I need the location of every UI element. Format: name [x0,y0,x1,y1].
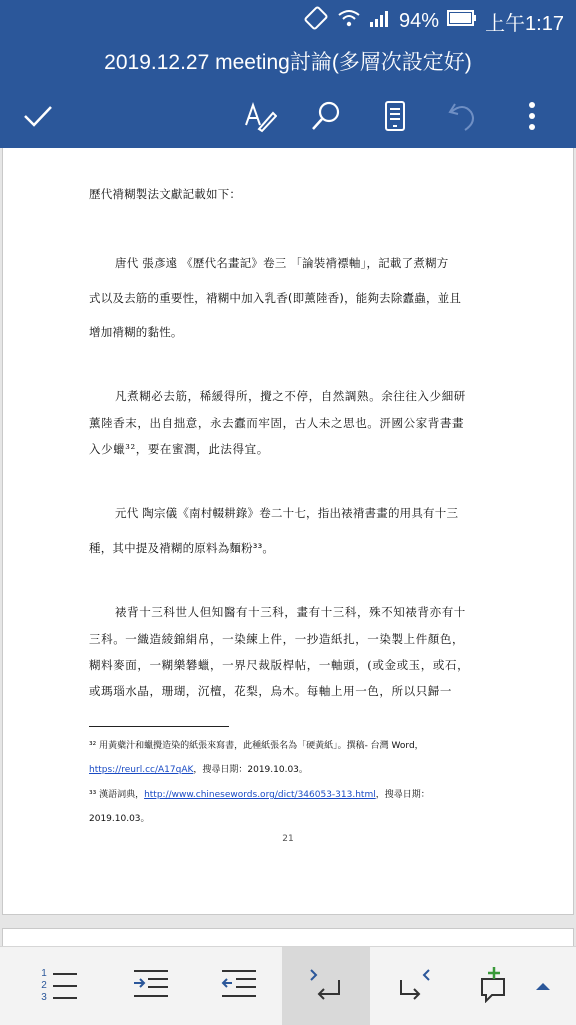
para2-line2: 種，其中提及褙糊的原料為麵粉³³。 [89,541,275,555]
more-icon [528,101,536,135]
status-bar [0,0,576,40]
done-button[interactable] [16,96,60,140]
footnote-33-line1 [89,787,430,800]
footnote-33-prefix: ³³ 漢語詞典， [89,790,145,800]
new-comment-icon [478,965,514,1007]
battery-percent: 94% [399,9,440,32]
signal-icon [369,9,391,33]
decrease-indent-icon [220,968,258,1004]
quote2-line2: 三科。一織造綾錦絹帛，一染練上件，一抄造紙扎，一染製上件顏色， [89,632,465,646]
top-toolbar [0,88,576,148]
rotate-lock-icon [303,6,329,36]
increase-indent-button[interactable] [107,947,195,1025]
para1-line2: 式以及去筋的重要性，褙糊中加入乳香(即薰陸香)，能夠去除蠹蟲，並且 [89,291,462,305]
list-number-2: 2 [41,980,47,991]
bottom-toolbar [0,946,576,1025]
para2-line1: 元代 陶宗儀《南村輟耕錄》卷二十七，指出裱褙書畫的用具有十三 [115,506,459,520]
undo-button[interactable] [441,96,485,140]
numbered-list-icon [41,968,79,1004]
expand-up-icon [534,977,552,996]
clock: 上午1:17 [485,12,564,35]
document-title: 2019.12.27 meeting討論(多層次設定好) [104,51,472,74]
list-number-3: 3 [41,992,47,1003]
quote2-line1: 裱背十三科世人但知醫有十三科，畫有十三科，殊不知裱背亦有十 [115,605,466,619]
quote1-line2: 薰陸香末，出自拙意，永去蠹而牢固，古人未之思也。汧國公家背書畫 [89,416,465,430]
quote1-line3: 入少蠟³²，要在蜜潤，此法得宜。 [89,442,269,456]
para1-line3: 增加褙糊的黏性。 [89,325,183,339]
new-line-icon [395,966,433,1006]
checkmark-icon [22,102,54,134]
search-icon [310,100,342,136]
footnote-33-tail: ，搜尋日期： [375,790,430,800]
wifi-icon [337,8,361,34]
page-number: 21 [282,834,294,844]
document-canvas[interactable] [0,148,576,946]
reading-view-icon [383,100,407,136]
increase-indent-icon [132,968,170,1004]
footnote-32-line2 [89,762,308,775]
reading-view-button[interactable] [373,96,417,140]
decrease-indent-button[interactable] [195,947,283,1025]
format-button[interactable] [238,96,282,140]
quote2-line4: 或瑪瑙水晶，珊瑚，沉檀，花梨，烏木。每軸上用一色，所以只歸一 [89,684,452,698]
expand-toolbar-button[interactable] [518,947,568,1025]
quote1-line1: 凡煮糊必去筋，稀緩得所，攪之不停，自然調熟。余往往入少細研 [115,389,466,403]
more-button[interactable] [510,96,554,140]
new-line-button[interactable] [370,947,458,1025]
pen-format-icon [243,99,277,137]
numbered-list-button[interactable] [16,947,104,1025]
heading-line: 歷代褙糊製法文獻記載如下： [89,187,242,201]
para1-line1: 唐代 張彥遠 《歷代名畫記》卷三 「論裝褙褾軸」，記載了煮糊方 [115,256,449,270]
quote2-line3: 糊料麥面，一糊樂礬蠟，一界尺裁版桿帖，一軸頭，(或金或玉，或石， [89,658,470,672]
footnote-separator [89,726,229,727]
enter-icon [307,966,345,1006]
search-button[interactable] [304,96,348,140]
footnote-32-tail: ，搜尋日期：2019.10.03。 [193,765,308,775]
enter-button[interactable] [282,947,370,1025]
list-number-1: 1 [41,968,47,979]
footnote-32-text: ³² 用黃蘗汁和蠟攪造染的紙張來寫書，此種紙張名為「硬黃紙」。撰稿- 台灣 Word， [89,741,424,751]
next-page[interactable] [2,928,574,946]
title-bar [0,40,576,88]
battery-icon [447,9,477,33]
footnote-33-date: 2019.10.03。 [89,814,150,824]
footnote-33-link[interactable]: http://www.chinesewords.org/dict/346053-313.html [144,790,376,800]
status-icons [303,6,564,36]
undo-icon [447,100,479,136]
footnote-32-link[interactable]: https://reurl.cc/A17qAK [89,765,194,775]
document-page[interactable] [2,148,574,915]
